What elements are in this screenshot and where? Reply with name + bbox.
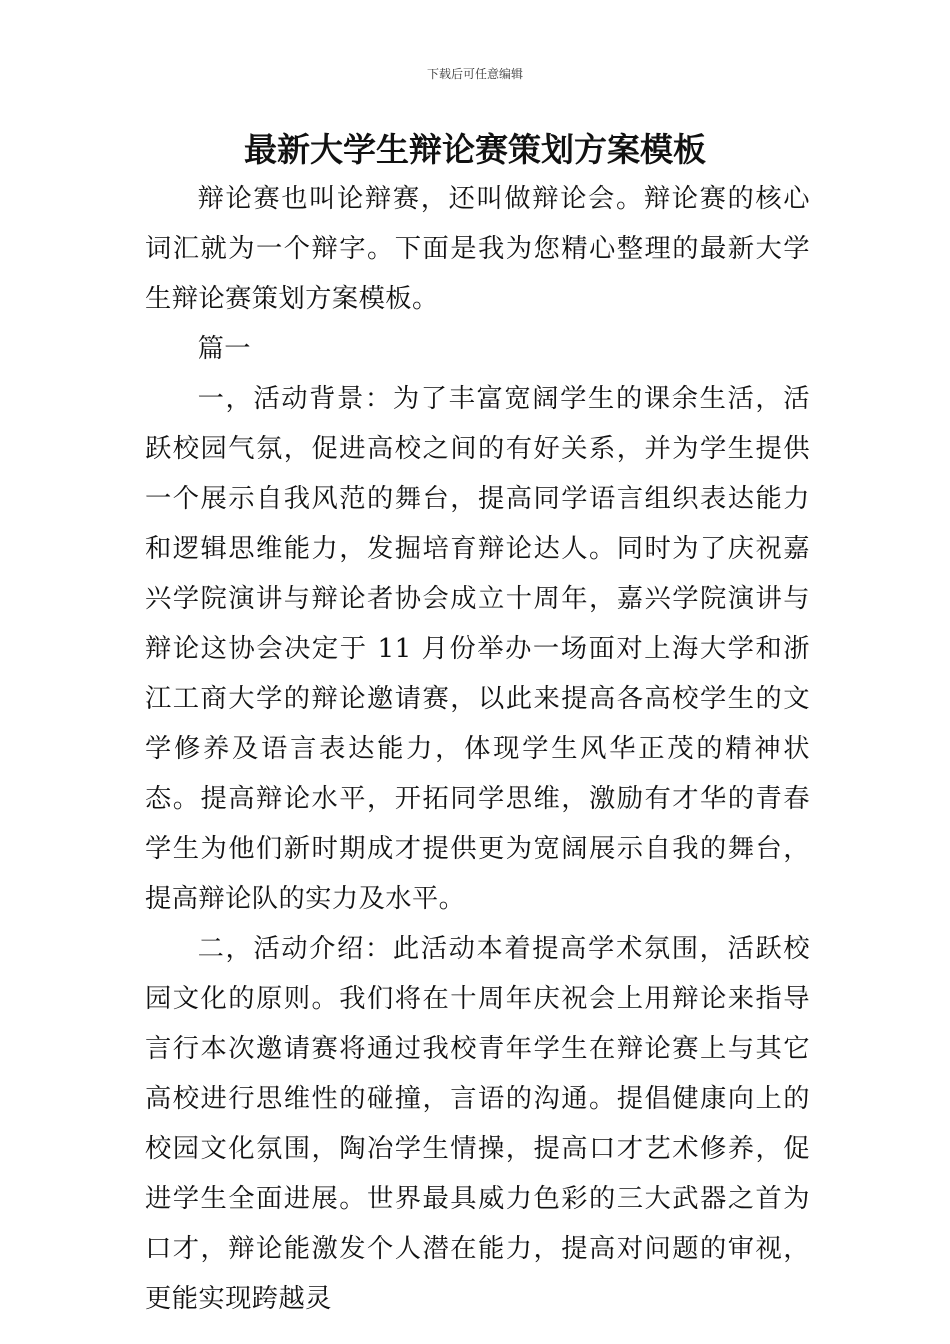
- activity-background-paragraph: 一，活动背景：为了丰富宽阔学生的课余生活，活跃校园气氛，促进高校之间的有好关系，并为学生提供一个展示自我风范的舞台，提高同学语言组织表达能力和逻辑思维能力，发掘培育辩论达人。同时为了庆祝嘉兴学院演讲与辩论者协会成立十周年，嘉兴学院演讲与辩论这协会决定于 11 月份举办一场面对上海大学和浙江工商大学的辩论邀请赛，以此来提高各高校学生的文学修养及语言表达能力，体现学生风华正茂的精神状态。提高辩论水平，开拓同学思维，激励有才华的青春学生为他们新时期成才提供更为宽阔展示自我的舞台，提高辩论队的实力及水平。: [145, 384, 810, 914]
- document-body: [145, 174, 810, 1324]
- document-title: 最新大学生辩论赛策划方案模板: [244, 130, 706, 169]
- intro-paragraph: 辩论赛也叫论辩赛，还叫做辩论会。辩论赛的核心词汇就为一个辩字。下面是我为您精心整理的最新大学生辩论赛策划方案模板。: [145, 184, 810, 314]
- activity-introduction-paragraph: 二，活动介绍：此活动本着提高学术氛围，活跃校园文化的原则。我们将在十周年庆祝会上用辩论来指导言行本次邀请赛将通过我校青年学生在辩论赛上与其它高校进行思维性的碰撞，言语的沟通。提倡健康向上的校园文化氛围，陶冶学生情操，提高口才艺术修养，促进学生全面进展。世界最具威力色彩的三大武器之首为口才，辩论能激发个人潜在能力，提高对问题的审视，更能实现跨越灵: [145, 934, 810, 1314]
- section-heading: 篇一: [197, 334, 251, 364]
- page-header-note: 下载后可任意编辑: [426, 67, 523, 81]
